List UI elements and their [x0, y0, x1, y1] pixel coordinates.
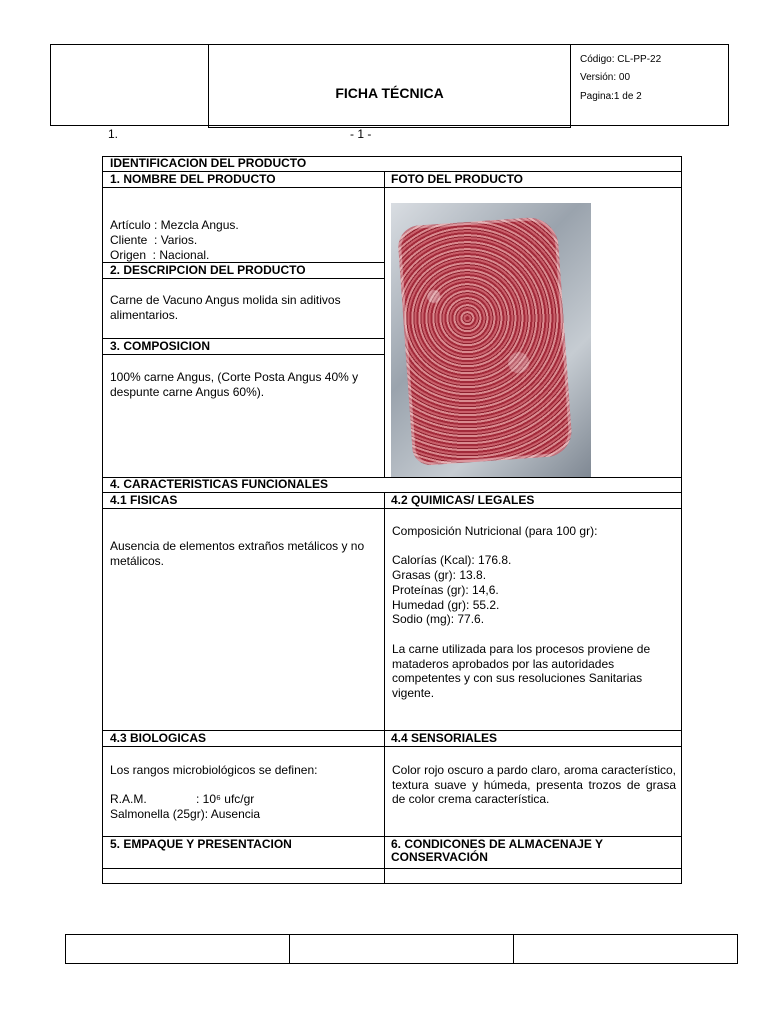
- section-heading-nombre: 1. NOMBRE DEL PRODUCTO: [110, 172, 276, 186]
- nutrient-line: Humedad (gr): 55.2.: [392, 598, 500, 612]
- section-heading-quimicas: 4.2 QUIMICAS/ LEGALES: [391, 493, 535, 507]
- product-origin: Origen : Nacional.: [110, 248, 210, 262]
- rule: [102, 278, 384, 279]
- footer-divider: [289, 934, 290, 964]
- document-version: Versión: 00: [580, 72, 631, 83]
- composition-text: 100% carne Angus, (Corte Posta Angus 40% y despunte carne Angus 60%).: [110, 370, 359, 399]
- section-heading-identificacion: IDENTIFICACION DEL PRODUCTO: [110, 156, 307, 170]
- rule: [102, 354, 384, 355]
- footer-divider: [513, 934, 514, 964]
- document-code: Código: CL-PP-22: [580, 54, 662, 65]
- rule: [102, 187, 682, 188]
- sensory-text: Color rojo oscuro a pardo claro, aroma característico, textura suave y húmeda, presenta trozos de grasa de color crema característica.: [392, 763, 676, 806]
- legal-text: La carne utilizada para los procesos proviene de mataderos aprobados por las autoridades competentes y con sus resoluciones Sanitarias vigente.: [392, 642, 651, 700]
- rule: [384, 492, 385, 884]
- nutrition-intro: Composición Nutricional (para 100 gr):: [392, 524, 598, 538]
- section-heading-sensoriales: 4.4 SENSORIALES: [391, 731, 498, 745]
- section-heading-caracteristicas: 4. CARACTERISTICAS FUNCIONALES: [110, 477, 329, 491]
- ground-meat-bag: [397, 216, 573, 467]
- salmonella-text: Salmonella (25gr): Ausencia: [110, 807, 261, 821]
- ram-label: R.A.M.: [110, 792, 147, 806]
- rule: [102, 868, 682, 869]
- nutrient-line: Proteínas (gr): 14,6.: [392, 583, 499, 597]
- nutrient-line: Grasas (gr): 13.8.: [392, 568, 487, 582]
- page-marker: - 1 -: [350, 127, 372, 141]
- product-photo: [391, 203, 591, 477]
- section-heading-almacenaje: 6. CONDICONES DE ALMACENAJE Y CONSERVACIÓN: [391, 837, 603, 864]
- section-heading-composicion: 3. COMPOSICION: [110, 339, 211, 353]
- rule: [384, 171, 385, 477]
- section-heading-biologicas: 4.3 BIOLOGICAS: [110, 731, 207, 745]
- nutrient-line: Calorías (Kcal): 176.8.: [392, 553, 512, 567]
- product-article: Artículo : Mezcla Angus.: [110, 218, 239, 232]
- section-heading-empaque: 5. EMPAQUE Y PRESENTACION: [110, 837, 292, 851]
- rule: [102, 746, 682, 747]
- ram-value: : 10⁶ ufc/gr: [196, 792, 255, 806]
- physical-text: Ausencia de elementos extraños metálicos y no metálicos.: [110, 539, 365, 568]
- section-heading-foto: FOTO DEL PRODUCTO: [391, 172, 524, 186]
- product-client: Cliente : Varios.: [110, 233, 198, 247]
- description-text: Carne de Vacuno Angus molida sin aditivos alimentarios.: [110, 293, 341, 322]
- document-title: FICHA TÉCNICA: [335, 85, 444, 101]
- nutrient-line: Sodio (mg): 77.6.: [392, 612, 485, 626]
- section-heading-descripcion: 2. DESCRIPCION DEL PRODUCTO: [110, 263, 306, 277]
- biological-intro: Los rangos microbiológicos se definen:: [110, 763, 318, 777]
- footer-box: [65, 934, 738, 964]
- list-marker: 1.: [108, 127, 119, 141]
- rule: [102, 508, 682, 509]
- document-page: Pagina:1 de 2: [580, 91, 642, 102]
- section-heading-fisicas: 4.1 FISICAS: [110, 493, 178, 507]
